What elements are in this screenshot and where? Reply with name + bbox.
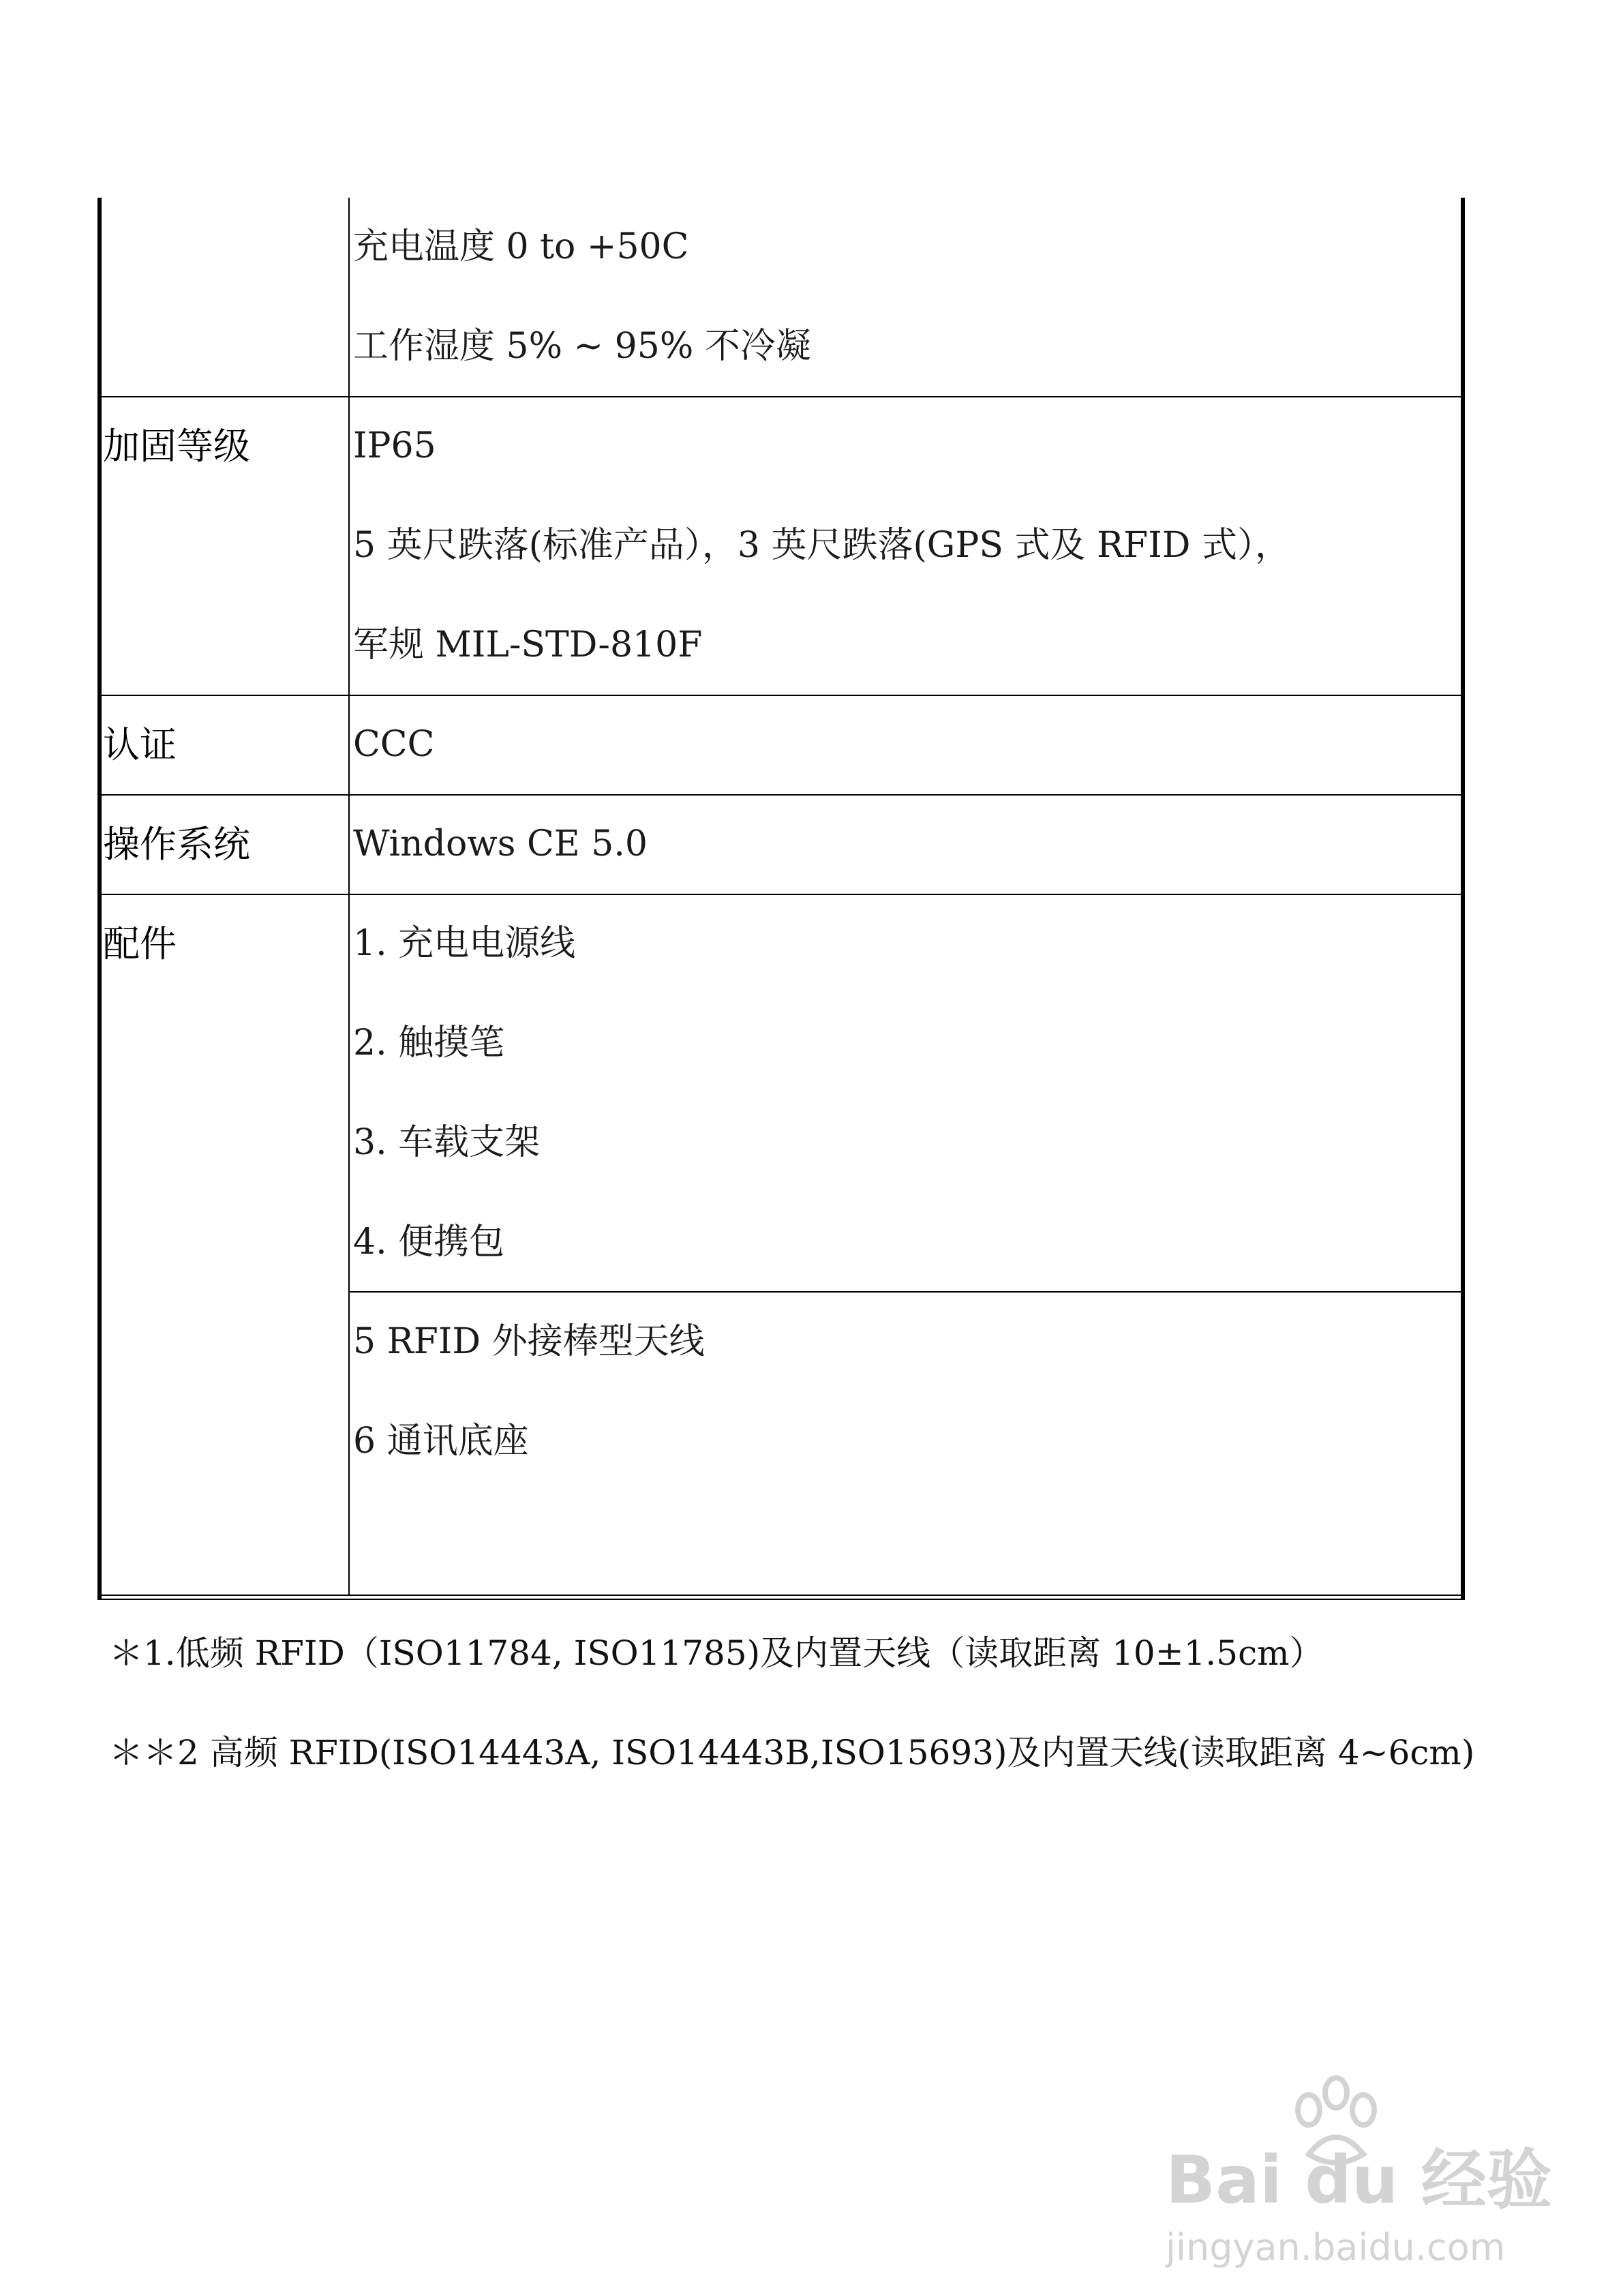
cell-value-line: 4. 便携包 xyxy=(353,1222,505,1263)
watermark-url: jingyan.baidu.com xyxy=(1166,2226,1506,2269)
row-label-accessories: 配件 xyxy=(103,922,177,965)
cell-value-line: Windows CE 5.0 xyxy=(353,824,648,864)
column-divider xyxy=(348,198,350,1595)
cell-value-line: 1. 充电电源线 xyxy=(353,923,576,964)
cell-value-line: IP65 xyxy=(353,425,436,466)
cell-value-line: 3. 车载支架 xyxy=(353,1122,541,1163)
footnote-1: ＊1.低频 RFID（ISO11784, ISO11785)及内置天线（读取距离 10±1.5cm） xyxy=(109,1633,1324,1673)
row-label-os: 操作系统 xyxy=(103,823,250,866)
row-divider xyxy=(97,396,1465,397)
cell-value-line: 2. 触摸笔 xyxy=(353,1023,505,1063)
row-divider xyxy=(97,794,1465,796)
cell-value-line: CCC xyxy=(353,724,435,765)
baidu-watermark xyxy=(1152,2072,1561,2277)
watermark-logo-text: Bai du 经验 xyxy=(1166,2142,1552,2218)
cell-value-line: 充电温度 0 to +50C xyxy=(353,226,689,267)
table-left-border xyxy=(97,198,102,1600)
row-divider xyxy=(97,695,1465,696)
cell-value-line: 6 通讯底座 xyxy=(353,1421,529,1462)
spec-table xyxy=(97,0,1465,1600)
row-label-certification: 认证 xyxy=(103,723,177,766)
row-label-ruggedness: 加固等级 xyxy=(103,425,250,468)
table-right-border xyxy=(1461,198,1465,1600)
cell-value-line: 工作湿度 5% ~ 95% 不冷凝 xyxy=(353,326,811,367)
cell-value-line: 军规 MIL-STD-810F xyxy=(353,624,703,665)
cell-value-line: 5 RFID 外接棒型天线 xyxy=(353,1321,705,1362)
cell-value-line: 5 英尺跌落(标准产品），3 英尺跌落(GPS 式及 RFID 式）， xyxy=(353,525,1291,566)
table-bottom-border xyxy=(97,1595,1465,1600)
cell-divider xyxy=(348,1291,1465,1293)
row-divider xyxy=(97,894,1465,895)
footnote-2: ＊＊2 高频 RFID(ISO14443A, ISO14443B,ISO15693)及内置天线(读取距离 4~6cm) xyxy=(109,1733,1475,1772)
